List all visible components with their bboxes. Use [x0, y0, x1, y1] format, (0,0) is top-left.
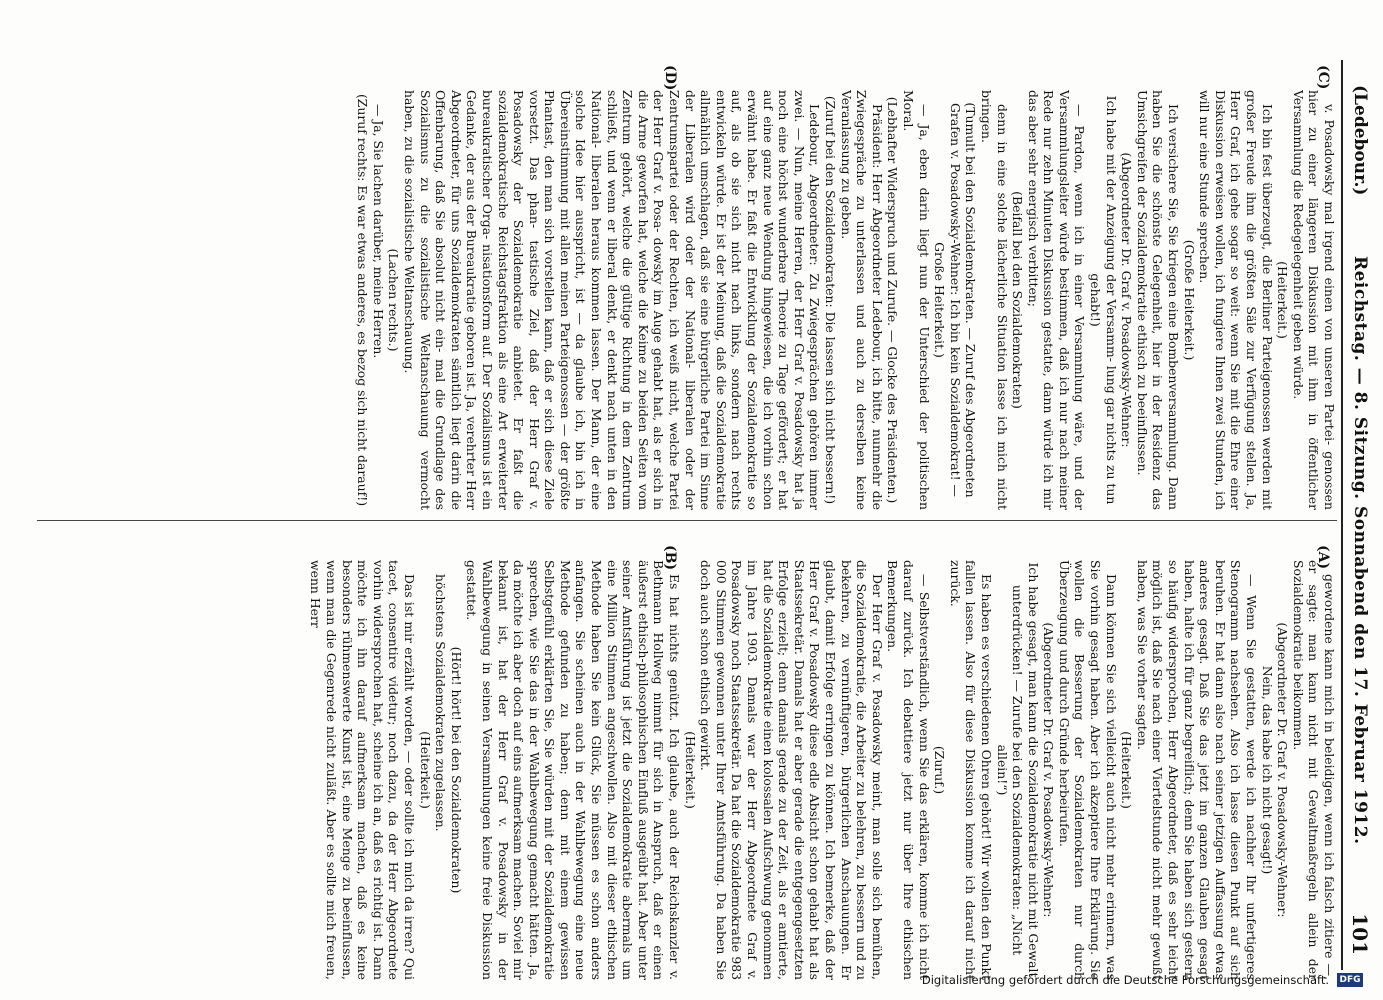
paragraph: Der Herr Graf v. Posadowsky meint, man solle sich bemühen, die Sozialdemokratie, die Arbeiter zu belehren, zu bessern und zu bekehren, zu vernünftigeren, bürgerlichen Anschauungen. Er glaubt, damit Erfolge erringen zu können. Ich bemerke, daß der Herr Graf v. Posadowsky diese edle Absicht schon gehabt hat als Staatssekretär. Damals hat er aber gerade die entgegengesetzten Erfolge erzielt; denn damals gerade zu der Zeit, als er amtierte, hat die Sozialdemokratie einen kolossalen Aufschwung genommen im Jahre 1903. Damals war der Herr Abgeordnete Graf v. Posadowsky noch Staatssekretär. Da hat die Sozialdemokratie 983 000 Stimmen gewonnen unter Ihrer Amtsführung. Da haben Sie doch auch schon ethisch gewirkt. — [698, 560, 885, 980]
interjection: (Abgeordneter Dr. Graf v. Posadowsky-Wehner: — [1041, 622, 1057, 918]
header-speaker: (Ledebour.) — [1350, 85, 1370, 196]
paragraph: Ich bin fest überzeugt, die Berliner Parteigenossen werden mit großer Freude ihm die größten Säle zur Verfügung stellen. Ja, Herr Graf, ich gehe sogar so weit: wenn Sie mit die Ehre einer Diskussion erweisen wollen, ich fungiere Ihnen zwei Stunden, ich will nur eine Stunde sprechen. — [1197, 90, 1275, 510]
interjection: Nein, das habe ich nicht gesagt!) — [1259, 665, 1275, 875]
paragraph: v. Posadowsky mal irgend einen von unseren Partei- genossen hier zu einer längeren Diskussion mit ihm in öffentlicher Versammlung die Redegelegenheit geben würde. — [1290, 90, 1337, 510]
interjection: (Tumult bei den Sozialdemokraten. — Zuruf des Abgeordneten Grafen v. Posadowsky-Wehner: Ich bin kein Sozialdemokrat! — Große Heiterkeit.) — [932, 102, 979, 498]
paragraph: Präsident: Herr Abgeordneter Ledebour, ich bitte, nunmehr die Zwiegespräche zu unterlassen und auch zu derselben keine Veranlassung zu geben. — [838, 90, 885, 510]
dfg-logo: DFG — [1337, 973, 1363, 987]
paragraph: Ledebour, Abgeordneter: Zu Zwiegesprächen gehören immer zwei. — Nun, meine Herren, der Herr Graf v. Posadowsky hat ja noch eine höchst wunderbare Theorie zu Tage gefördert; er hat auf eine ganz neue Wendung hingewiesen, die ich vorhin schon erwähnt habe. Er faßt die Entwicklung der Sozialdemokratie so auf, als ob sie sich nicht nach links, sondern nach rechts entwickeln würde. Er ist der Meinung, daß die Sozialdemokratie allmählich umschlagen, daß sie eine bürgerliche Partei im Sinne der Liberalen wird oder der National- liberalen oder der Zentrumspartei oder der Rechten, ich weiß nicht, welche Partei der Herr Graf v. Posa- dowsky im Auge gehabt hat, als er sich in die Arme geworfen hat, welche die Keime zu beiden Seiten vom Zentrum gehört, welche die gültige Richtung in dem Zentrum schließt, und wenn er liberal denkt, er denkt nach unten in den National- liberalen heraus kommen lassen. Der Mann, der eine solche Idee hier ausspricht, ist — da glaube ich, bin ich in Übereinstimmung mit allen meinen Parteigenossen — der größte Phantast, den man sich vorstellen kann, daß er sich diese Ziele vorsetzt. Das phan- tastische Ziel, daß der Herr Graf v. Posadowsky der Sozialdemokratie anbietet. Er faßt die sozialdemokratische Reichstagsfraktion als eine Art erweiterter bureaukratischer Orga- nisationsform auf. Der Sozialismus ist ein Gedanke, der aus der Bureaukratie geboren ist. Ja, verehrter Herr Abgeordneter, für uns Sozialdemokraten sämtlich liegt darin die Offenbarung, daß Sie absolut nicht ein- mal die Grundlage des Sozialismus zu die sozialistische Weltanschauung vermocht haben, zu die sozialistische Weltanschauung. — [401, 90, 823, 510]
paragraph: Es haben es verschiedenen Ohren gehört! Wir wollen den Punkt fallen lassen. Also für diese Diskussion komme ich darauf nicht zurück. — [947, 560, 994, 980]
paragraph: — Ja, eben darin liegt nun der Unterschied der politischen Moral. — [900, 90, 932, 510]
interjection: (Zuruf.) — [932, 745, 948, 795]
interjection: Ich habe gesagt, man kann die Sozialdemokratie nicht mit Gewalt unterdrücken! — Zurufe bei den Sozialdemokraten: „Nicht allein!“) — [994, 562, 1041, 978]
interjection: (Große Heiterkeit.) — [1181, 239, 1197, 361]
interjection: (Abgeordneter Dr. Graf v. Posadowsky-Wehner: — [1119, 152, 1135, 448]
paragraph: — Wenn Sie gestatten, werde ich nachher Ihr unfertigeres Stenogramm nachsehen. Also ich lasse diesen Punkt auf sich beruhen. Er hat dann also nach seiner jetzigen Auffassung etwas anderes gesagt. Daß Sie das jetzt im ganzen Glauben gesagt haben, halte ich für ganz begreiflich; denn Sie haben sich gestern so häufig widersprochen, Herr Abgeordneter, daß es sehr leicht möglich ist, daß Sie nach einer Viertelstunde nicht mehr gewußt haben, was Sie vorher sagten. — [1134, 560, 1260, 980]
interjection: (Heiterkeit.) — [1119, 731, 1135, 809]
interjection: (Zuruf rechts: Es war etwas anderes, es bezog sich nicht darauf!) — [355, 93, 371, 507]
interjection: (Lachen rechts.) — [386, 248, 402, 352]
margin-marker-c: (C) — [1315, 65, 1331, 90]
interjection: (Lebhafter Widerspruch und Zurufe. — Glocke des Präsidenten.) — [885, 96, 901, 504]
header-title: Reichstag. — 8. Sitzung. Sonnabend den 17. Februar 1912. — [1350, 255, 1370, 845]
header-rule — [1341, 60, 1343, 970]
interjection: (Heiterkeit.) — [417, 731, 433, 809]
footer-credit: Digitalisierung gefördert durch die Deutsche Forschungsgemeinschaft. — [921, 973, 1329, 987]
margin-marker-b: (B) — [662, 545, 678, 571]
paragraph: Das ist mir erzählt worden, — oder sollte ich mich da irren? Qui tacet, consentire videtur; noch dazu, da der Herr Abgeordnete vorhin widersprochen hat, scheine ich an, daß es richtig ist. Dann möchte ich ihn darauf aufmerksam machen, daß es keine besonders rühmenswerte Kunst ist, eine Menge zu beeinflussen, wenn man die Gegenrede nicht zuläßt. Aber es sollte mich freuen, wenn Herr — [308, 560, 417, 980]
interjection: (Heiterkeit.) — [682, 731, 698, 809]
interjection: Ich habe mit der Anzeigung der Versamm- lung gar nichts zu tun gehabt!) — [1088, 95, 1119, 505]
interjection: (Zuruf bei den Sozialdemokraten: Die lassen sich nicht bessern!) — [823, 95, 838, 505]
paragraph: Ich versichere Sie, Sie kriegen eine Bombenversammlung. Dann haben Sie die schönste Gelegenheit, hier in der Residenz das Umsichgreifen der Sozialdemokratie ethisch zu beeinflussen. — [1134, 90, 1182, 510]
interjection: (Heiterkeit.) — [1275, 261, 1291, 339]
paragraph: Es hat nichts genützt. Ich glaube, auch der Reichskanzler v. Bethmann Hollweg nimmt für sich in Anspruch, daß er einen äußerst ethisch-philosophischen Einfluß ausgeübt hat. Aber unter seiner Amtsführung ist jetzt die Sozialdemokratie abermals um eine Million Stimmen angeschwollen. Also mit dieser ethischen Methode haben Sie kein Glück, Sie müssen es schon anders anfangen. Sie scheinen auch in der Wahlbewegung eine neue Methode gefunden zu haben; denn mit einem gewissen Selbstgefühl erklärten Sie, Sie würden mit der Sozialdemokratie sprechen, wie Sie das in der Wahlbewegung gemacht hätten. Ja, da möchte ich aber doch auf eins aufmerksam machen. Soviel mir bekannt ist, hat der Herr Graf v. Posadowsky in der Wahlbewegung in seinen Versammlungen keine freie Diskussion gestattet. — [464, 560, 683, 980]
paragraph: gewordene kann mich in beleidigen, wenn ich falsch zitiere —, er sagte: man kann nicht mit Gewaltmaßregeln allein der Sozialdemokratie beikommen. — [1290, 560, 1337, 980]
digitization-footer — [922, 968, 1363, 992]
text-column-left — [37, 560, 1337, 980]
paragraph: höchstens Sozialdemokraten zugelassen. — [433, 574, 449, 832]
page-number: 101 — [1348, 913, 1372, 955]
margin-marker-a: (A) — [1315, 545, 1331, 570]
paragraph: — Ja, Sie lachen darüber, meine Herren. — [370, 104, 386, 359]
paragraph: — Pardon, wenn ich in einer Versammlung wäre, und der Versammlungsleiter würde bestimmen, daß ich nur nach meiner Rede nur zehn Minuten Diskussion gestatte, dann würde ich mir das aber sehr energisch verbitten; — [1025, 90, 1088, 510]
column-divider — [37, 520, 1337, 521]
text-column-right — [97, 90, 1337, 510]
paragraph: — Selbstverständlich, wenn Sie das erklären, komme ich nicht darauf zurück. Ich debattiere jetzt nur über Ihre ethischen Bemerkungen. — [885, 560, 932, 980]
paragraph: Dann können Sie sich vielleicht auch nicht mehr erinnern, was Sie vorhin gesagt haben. Aber ich akzeptiere Ihre Erklärung. Sie wollen die Besserung der Sozialdemokraten nur durch Überzeugung und durch Gründe herbeirufen. — [1056, 560, 1119, 980]
interjection: (Abgeordneter Dr. Graf v. Posadowsky-Wehner: — [1275, 622, 1291, 918]
page-header — [1345, 85, 1375, 955]
interjection: (Beifall bei den Sozialdemokraten) — [1010, 191, 1026, 409]
interjection: (Hört! hört! bei den Sozialdemokraten) — [448, 646, 464, 894]
paragraph: denn in eine solche lächerliche Situation lasse ich mich nicht bringen. — [978, 90, 1010, 510]
margin-marker-d: (D) — [662, 65, 678, 91]
